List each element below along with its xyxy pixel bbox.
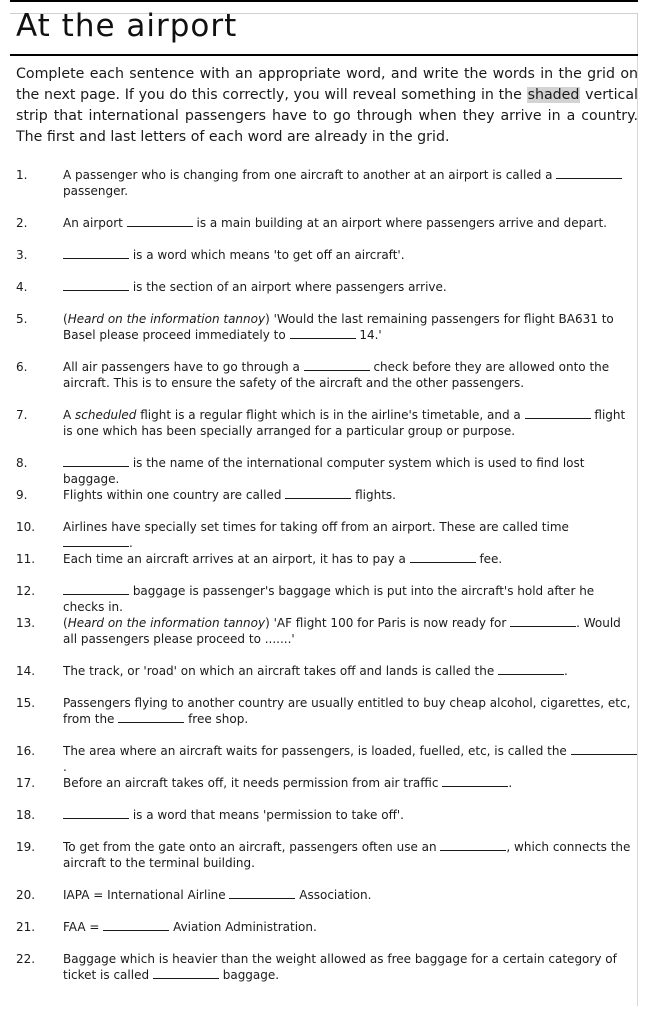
question-text-part: . xyxy=(564,664,568,678)
question-number: 20. xyxy=(16,888,36,902)
question-text-part: All air passengers have to go through a xyxy=(63,360,304,374)
question-number: 19. xyxy=(16,840,36,854)
question-number: 16. xyxy=(16,744,36,758)
question-text-part: check before they are allowed onto the aircraft. This is to ensure the safety of the aircraft and the other passengers. xyxy=(63,360,610,390)
question-text xyxy=(63,551,637,567)
answer-blank[interactable] xyxy=(290,327,356,339)
question-text-part: Flights within one country are called xyxy=(63,488,286,502)
question-text-part: The track, or 'road' on which an aircraft takes off and lands is called the xyxy=(63,664,499,678)
question-number: 8. xyxy=(16,456,28,470)
question-number: 5. xyxy=(16,312,28,326)
question-text-part: , which connects the aircraft to the terminal building. xyxy=(63,840,631,870)
question-text xyxy=(63,695,637,727)
question-text-part: flights. xyxy=(351,488,396,502)
question-text-part: passenger. xyxy=(63,184,129,198)
question-number: 15. xyxy=(16,696,36,710)
question-number: 4. xyxy=(16,280,28,294)
question-number: 21. xyxy=(16,920,36,934)
question-text xyxy=(63,247,637,263)
answer-blank[interactable] xyxy=(63,535,129,547)
question-number: 11. xyxy=(16,552,36,566)
question-number: 2. xyxy=(16,216,28,230)
question-text-part: flight is one which has been specially arranged for a particular group or purpose. xyxy=(63,408,626,438)
instructions-paragraph xyxy=(16,64,638,148)
question-text-part: . xyxy=(63,760,67,774)
question-text xyxy=(63,487,637,503)
question-text-italic: Heard on the information tannoy xyxy=(67,312,266,326)
question-text xyxy=(63,455,637,487)
question-text-part: Airlines have specially set times for taking off from an airport. These are called time xyxy=(63,520,569,534)
answer-blank[interactable] xyxy=(442,775,508,787)
question-number: 3. xyxy=(16,248,28,262)
question-text-part: Each time an aircraft arrives at an airport, it has to pay a xyxy=(63,552,410,566)
question-text xyxy=(63,615,637,647)
question-text-part: is the section of an airport where passengers arrive. xyxy=(129,280,447,294)
question-text xyxy=(63,775,637,791)
answer-blank[interactable] xyxy=(63,455,129,467)
question-text-part: Passengers flying to another country are usually entitled to buy cheap alcohol, cigarettes, etc, from the xyxy=(63,696,631,726)
question-text-part: . xyxy=(129,536,133,550)
answer-blank[interactable] xyxy=(63,807,129,819)
answer-blank[interactable] xyxy=(410,551,476,563)
title-underline xyxy=(10,54,638,56)
question-text-part: Before an aircraft takes off, it needs permission from air traffic xyxy=(63,776,443,790)
question-text-part: An airport xyxy=(63,216,127,230)
question-number: 14. xyxy=(16,664,36,678)
question-text-part: 14.' xyxy=(355,328,382,342)
question-text-part: is a word which means 'to get off an aircraft'. xyxy=(129,248,405,262)
page-title: At the airport xyxy=(16,8,238,44)
question-text-part: . Would all passengers please proceed to .......' xyxy=(63,616,621,646)
question-text xyxy=(63,407,637,439)
answer-blank[interactable] xyxy=(525,407,591,419)
question-text xyxy=(63,311,637,343)
answer-blank[interactable] xyxy=(118,711,184,723)
answer-blank[interactable] xyxy=(510,615,576,627)
answer-blank[interactable] xyxy=(304,359,370,371)
question-text-part: ) 'AF flight 100 for Paris is now ready for xyxy=(265,616,511,630)
right-border xyxy=(637,56,638,1006)
question-number: 13. xyxy=(16,616,36,630)
question-number: 1. xyxy=(16,168,28,182)
question-number: 12. xyxy=(16,584,36,598)
question-number: 7. xyxy=(16,408,28,422)
question-text xyxy=(63,663,637,679)
question-text xyxy=(63,919,637,935)
top-rule xyxy=(10,0,638,2)
question-text-part: Association. xyxy=(295,888,372,902)
question-text xyxy=(63,743,637,775)
question-text-part: Baggage which is heavier than the weight allowed as free baggage for a certain category of ticket is called xyxy=(63,952,617,982)
question-text xyxy=(63,167,637,199)
answer-blank[interactable] xyxy=(571,743,637,755)
answer-blank[interactable] xyxy=(440,839,506,851)
question-text-part: A passenger who is changing from one aircraft to another at an airport is called a xyxy=(63,168,557,182)
question-text-part: fee. xyxy=(475,552,503,566)
answer-blank[interactable] xyxy=(153,967,219,979)
question-number: 18. xyxy=(16,808,36,822)
question-text xyxy=(63,951,637,983)
answer-blank[interactable] xyxy=(103,919,169,931)
answer-blank[interactable] xyxy=(556,167,622,179)
question-text-italic: scheduled xyxy=(75,408,137,422)
answer-blank[interactable] xyxy=(229,887,295,899)
question-text-part: FAA = xyxy=(63,920,104,934)
question-text-part: is the name of the international computer system which is used to find lost baggage. xyxy=(63,456,585,486)
intro-text-end: vertical strip that international passengers have to go through when they arrive in a country. The first and last letters of each word are already in the grid. xyxy=(16,87,638,145)
question-text-part: is a word that means 'permission to take off'. xyxy=(129,808,404,822)
question-text-part: ( xyxy=(63,616,68,630)
question-text-part: ) 'Would the last remaining passengers for flight BA631 to Basel please proceed immediately to xyxy=(63,312,614,342)
question-text-part: flight is a regular flight which is in the airline's timetable, and a xyxy=(136,408,525,422)
question-number: 9. xyxy=(16,488,28,502)
question-text xyxy=(63,519,637,551)
question-text-part: The area where an aircraft waits for passengers, is loaded, fuelled, etc, is called the xyxy=(63,744,571,758)
question-text-part: . xyxy=(508,776,513,790)
answer-blank[interactable] xyxy=(63,279,129,291)
answer-blank[interactable] xyxy=(63,583,129,595)
question-text-part: free shop. xyxy=(184,712,249,726)
answer-blank[interactable] xyxy=(285,487,351,499)
question-text xyxy=(63,215,637,231)
question-text-part: IAPA = International Airline xyxy=(63,888,230,902)
question-text xyxy=(63,279,637,295)
question-text xyxy=(63,359,637,391)
question-number: 17. xyxy=(16,776,36,790)
question-text-part: ( xyxy=(63,312,68,326)
question-text-part: is a main building at an airport where passengers arrive and depart. xyxy=(192,216,607,230)
intro-text-start: Complete each sentence with an appropriate word, and write the words in the grid on the next page. If you do this correctly, you will reveal something in the xyxy=(16,66,638,103)
question-text-italic: Heard on the information tannoy xyxy=(67,616,266,630)
answer-blank[interactable] xyxy=(498,663,564,675)
question-number: 6. xyxy=(16,360,28,374)
shaded-word: shaded xyxy=(527,87,580,103)
question-text-part: baggage. xyxy=(218,968,280,982)
answer-blank[interactable] xyxy=(127,215,193,227)
question-text-part: A xyxy=(63,408,76,422)
question-text xyxy=(63,839,637,871)
question-number: 10. xyxy=(16,520,36,534)
question-text xyxy=(63,807,637,823)
question-text xyxy=(63,583,637,615)
question-text-part: Aviation Administration. xyxy=(169,920,317,934)
question-number: 22. xyxy=(16,952,36,966)
question-text-part: baggage is passenger's baggage which is put into the aircraft's hold after he checks in. xyxy=(63,584,595,614)
answer-blank[interactable] xyxy=(63,247,129,259)
question-text-part: To get from the gate onto an aircraft, passengers often use an xyxy=(63,840,441,854)
question-text xyxy=(63,887,637,903)
